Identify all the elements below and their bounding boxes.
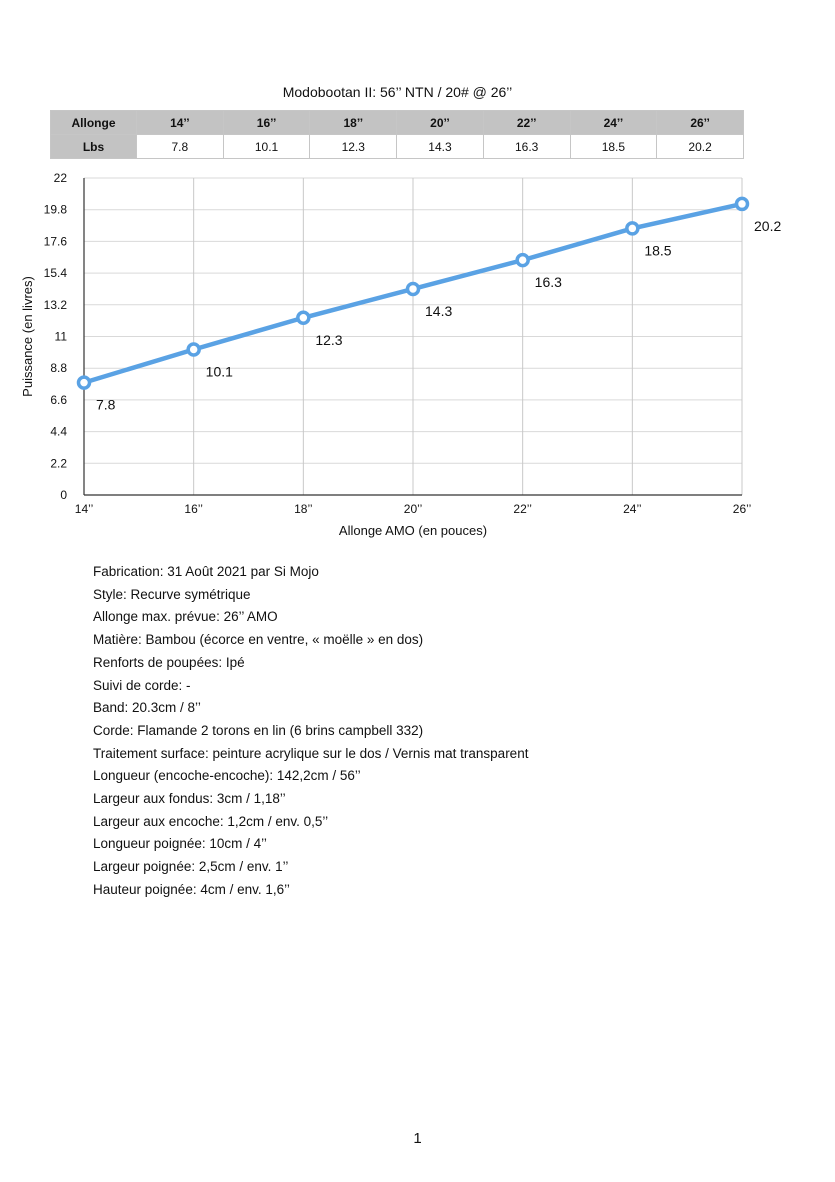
y-tick-label: 8.8 (50, 361, 67, 376)
spec-item: Band: 20.3cm / 8’’ (93, 700, 201, 716)
data-label: 18.5 (644, 242, 672, 259)
x-tick-label: 26’’ (732, 502, 752, 516)
spec-item: Fabrication: 31 Août 2021 par Si Mojo (93, 564, 319, 579)
data-point (298, 312, 309, 323)
table-col-header: 18’’ (310, 111, 397, 135)
spec-item: Largeur poignée: 2,5cm / env. 1’’ (93, 859, 289, 875)
data-point (517, 255, 528, 266)
spec-item: Longueur poignée: 10cm / 4’’ (93, 836, 267, 852)
page-number: 1 (413, 1130, 422, 1147)
data-label: 7.8 (96, 396, 116, 413)
table-col-header: 22’’ (483, 111, 570, 135)
table-col-header: 24’’ (570, 111, 657, 135)
table-cell: 7.8 (137, 135, 224, 159)
table-col-header: 16’’ (223, 111, 310, 135)
x-tick-label: 22’’ (513, 502, 532, 516)
y-tick-label: 22 (53, 171, 67, 185)
x-axis-title: Allonge AMO (en pouces) (338, 523, 488, 538)
spec-item: Matière: Bambou (écorce en ventre, « moëlle » en dos) (93, 632, 424, 648)
data-point (737, 198, 748, 209)
y-tick-label: 15.4 (43, 266, 67, 281)
spec-item: Corde: Flamande 2 torons en lin (6 brins campbell 332) (93, 722, 424, 738)
spec-item: Renforts de poupées: Ipé (93, 654, 245, 670)
y-axis-title: Puissance (en livres) (20, 276, 35, 397)
data-table (50, 110, 744, 159)
table-header-row (51, 111, 744, 135)
y-tick-label: 13.2 (43, 297, 67, 312)
x-tick-label: 18’’ (294, 502, 313, 516)
y-tick-label: 2.2 (50, 456, 67, 471)
data-point (79, 377, 90, 388)
x-tick-label: 16’’ (184, 502, 203, 516)
table-cell: 20.2 (657, 135, 744, 159)
spec-item: Largeur aux fondus: 3cm / 1,18’’ (93, 791, 286, 807)
spec-list (93, 561, 528, 902)
spec-item: Longueur (encoche-encoche): 142,2cm / 56’’ (93, 768, 361, 784)
data-label: 14.3 (425, 302, 453, 319)
table-cell: 16.3 (483, 135, 570, 159)
spec-item: Largeur aux encoche: 1,2cm / env. 0,5’’ (93, 813, 329, 829)
x-tick-label: 14’’ (74, 502, 94, 516)
table-cell: 10.1 (223, 135, 310, 159)
table-cell: 12.3 (310, 135, 397, 159)
spec-item: Style: Recurve symétrique (93, 586, 251, 602)
table-col-header: 26’’ (657, 111, 744, 135)
y-tick-label: 17.6 (43, 234, 67, 249)
data-label: 10.1 (205, 363, 233, 380)
table-row (51, 135, 744, 159)
chart-title: Modobootan II: 56’’ NTN / 20# @ 26’’ (282, 84, 513, 100)
y-tick-label: 6.6 (50, 392, 67, 407)
table-row-header-lbs: Lbs (51, 135, 137, 159)
y-tick-label: 4.4 (50, 424, 67, 439)
spec-item: Allonge max. prévue: 26’’ AMO (93, 609, 278, 625)
spec-item: Hauteur poignée: 4cm / env. 1,6’’ (93, 881, 290, 897)
table-cell: 18.5 (570, 135, 657, 159)
table-col-header: 14’’ (137, 111, 224, 135)
data-label: 16.3 (534, 274, 562, 291)
table-row-header-allonge: Allonge (51, 111, 137, 135)
x-tick-label: 24’’ (623, 502, 642, 516)
data-label: 20.2 (754, 217, 782, 234)
x-tick-label: 20’’ (403, 502, 423, 516)
table-cell: 14.3 (397, 135, 484, 159)
data-point (188, 344, 199, 355)
data-label: 12.3 (315, 331, 343, 348)
data-point (408, 283, 419, 294)
line-chart (0, 165, 835, 545)
spec-item: Traitement surface: peinture acrylique sur le dos / Vernis mat transparent (93, 745, 529, 761)
data-point (627, 223, 638, 234)
y-tick-label: 19.8 (43, 202, 67, 217)
spec-item: Suivi de corde: - (93, 677, 191, 693)
y-tick-label: 11 (54, 329, 67, 344)
table-col-header: 20’’ (397, 111, 484, 135)
y-tick-label: 0 (60, 488, 67, 502)
labels (96, 218, 781, 413)
